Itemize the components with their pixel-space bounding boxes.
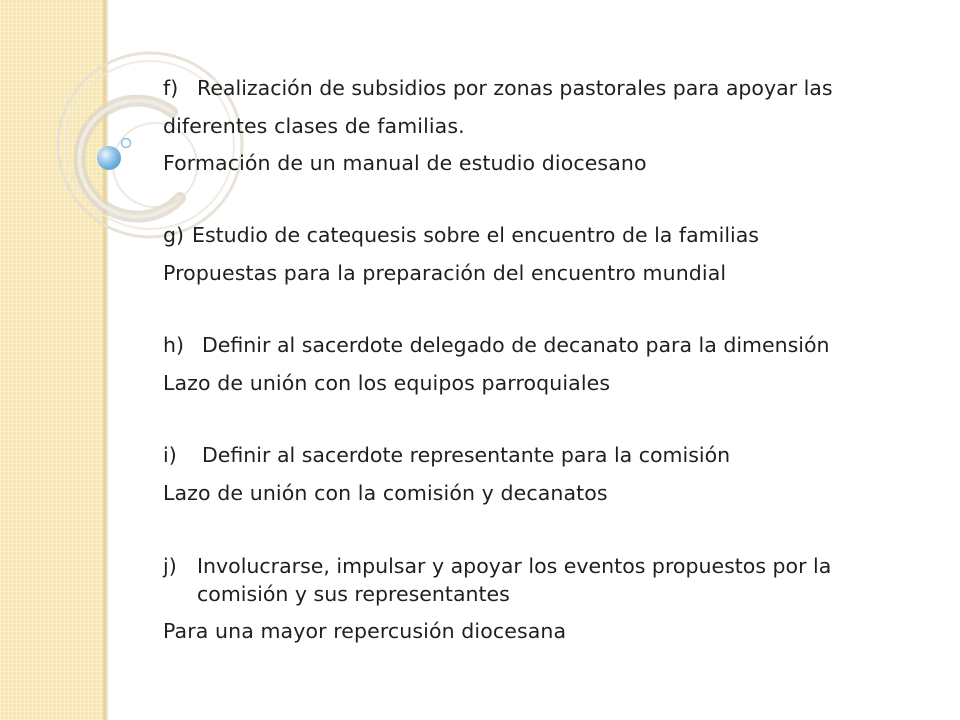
item-text: Estudio de catequesis sobre el encuentro de la familias: [192, 223, 759, 247]
item-continuation: diferentes clases de familias.: [163, 114, 465, 138]
item-note: Para una mayor repercusión diocesana: [163, 619, 567, 643]
item-note: Lazo de unión con la comisión y decanatos: [163, 481, 608, 505]
item-marker: h): [163, 333, 184, 357]
item-text: Involucrarse, impulsar y apoyar los eventos propuestos por la: [197, 554, 832, 578]
item-marker: f): [163, 76, 179, 100]
item-text: Realización de subsidios por zonas pastorales para apoyar las: [197, 76, 833, 100]
item-text-line2: comisión y sus representantes: [197, 582, 510, 606]
item-marker: i): [163, 443, 177, 467]
item-marker: j): [163, 554, 177, 578]
item-note: Formación de un manual de estudio diocesano: [163, 151, 647, 175]
item-text: Definir al sacerdote representante para la comisión: [202, 443, 731, 467]
item-text: Definir al sacerdote delegado de decanato para la dimensión: [202, 333, 830, 357]
item-note: Lazo de unión con los equipos parroquiales: [163, 371, 611, 395]
item-marker: g): [163, 223, 185, 247]
item-note: Propuestas para la preparación del encuentro mundial: [163, 261, 727, 285]
